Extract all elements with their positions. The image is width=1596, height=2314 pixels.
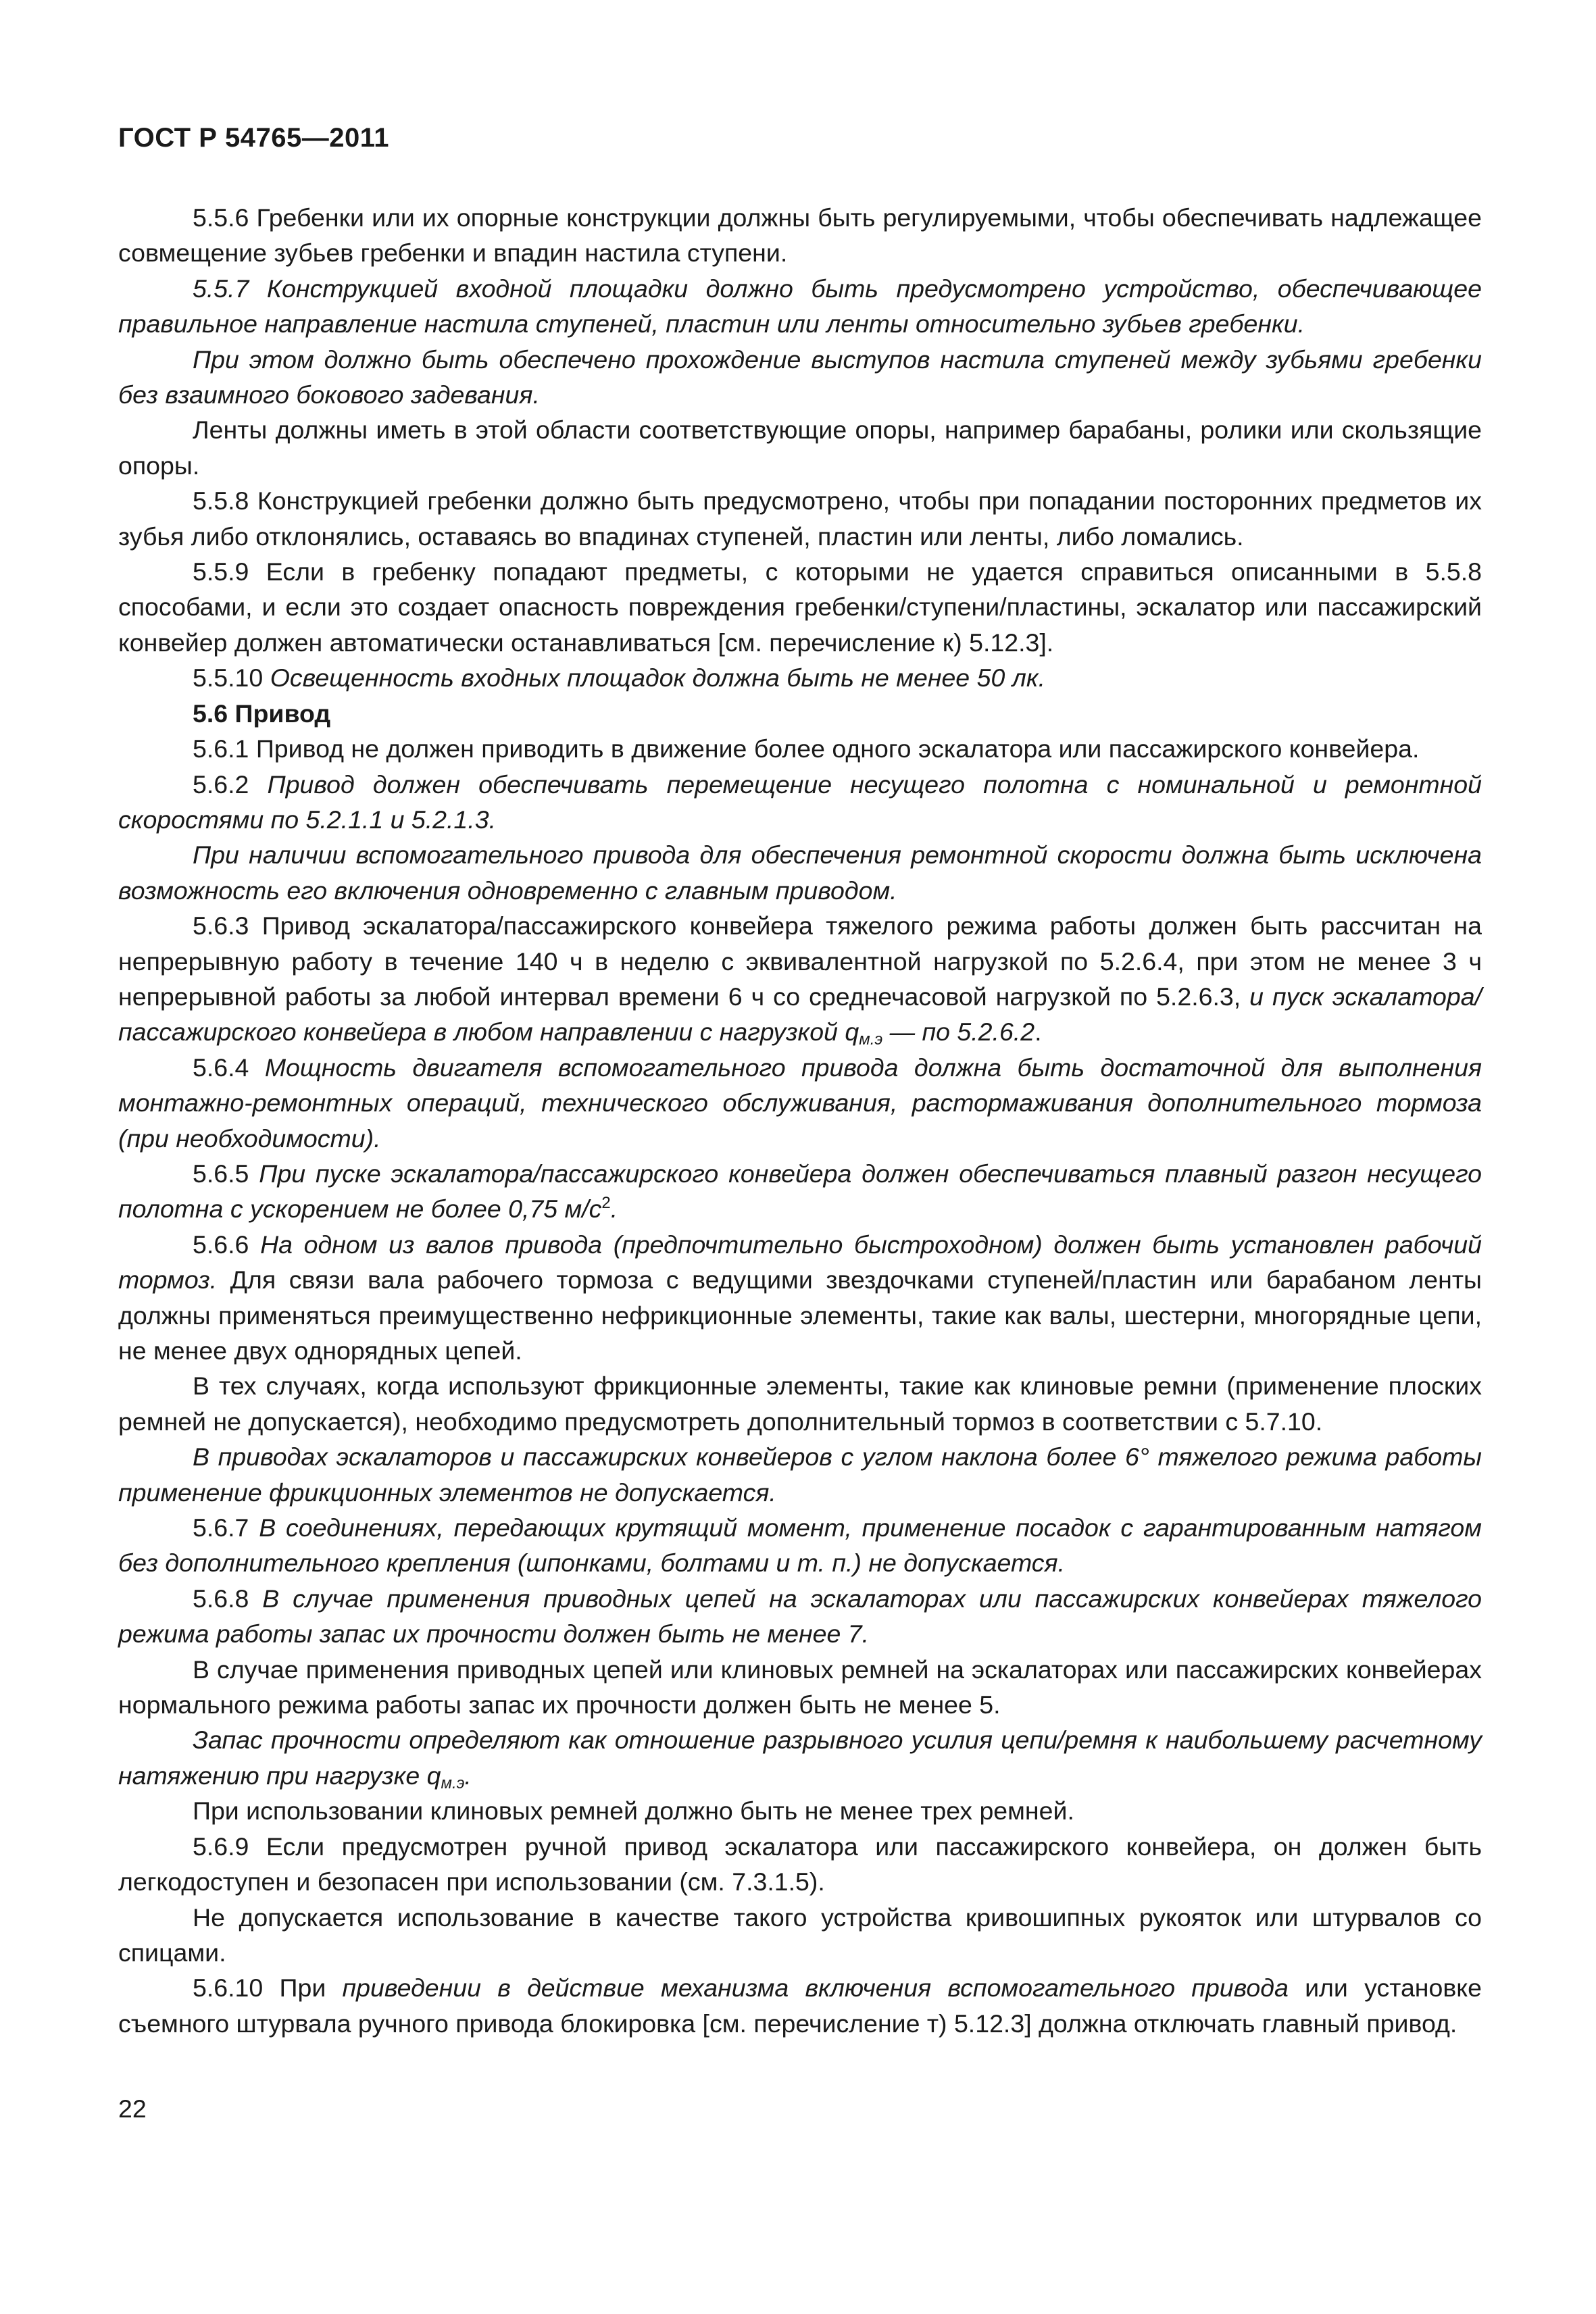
- paragraph: [118, 1900, 1482, 1971]
- text-run: При использовании клиновых ремней должно быть не менее трех ремней.: [193, 1796, 1074, 1826]
- paragraph: [118, 1156, 1482, 1227]
- italic-run: Освещенность входных площадок должна быть не менее 50 лк.: [270, 663, 1045, 693]
- paragraph: [118, 1722, 1482, 1793]
- italic-run: — по 5.2.6.2: [882, 1017, 1035, 1047]
- text-run: 5.6.8: [193, 1584, 263, 1613]
- italic-run: На одном из валов привода (предпочтительно быстроходном) должен быть установлен рабочий тормоз.: [118, 1230, 1482, 1294]
- text-run: 5.6.5: [193, 1159, 259, 1188]
- italic-run: 5.5.7 Конструкцией входной площадки должно быть предусмотрено устройство, обеспечивающее правильное направление настила ступеней, пластин или ленты относительно зубьев гребенки.: [118, 274, 1482, 338]
- text-run: 5.5.10: [193, 663, 270, 693]
- paragraph: [118, 412, 1482, 483]
- document-body: [118, 200, 1482, 2041]
- text-run: Не допускается использование в качестве такого устройства кривошипных рукояток или штурвалов со спицами.: [118, 1903, 1482, 1967]
- paragraph: [118, 342, 1482, 413]
- italic-run: приведении в действие механизма включения вспомогательного привода: [342, 1973, 1289, 2003]
- paragraph: [118, 271, 1482, 342]
- paragraph: [118, 1652, 1482, 1723]
- text-run: .: [1034, 1017, 1042, 1047]
- paragraph: [118, 1227, 1482, 1369]
- italic-run: В случае применения приводных цепей на эскалаторах или пассажирских конвейерах тяжелого режима работы запас их прочности должен быть не менее 7.: [118, 1584, 1482, 1649]
- italic-run: При пуске эскалатора/пассажирского конвейера должен обеспечиваться плавный разгон несущего полотна с ускорением не более 0,75 м/с: [118, 1159, 1482, 1224]
- subscript: м.э: [859, 1030, 883, 1049]
- paragraph: [118, 1793, 1482, 1828]
- text-run: 5.5.6 Гребенки или их опорные конструкции должны быть регулируемыми, чтобы обеспечивать надлежащее совмещение зубьев гребенки и впадин настила ступени.: [118, 203, 1482, 268]
- italic-run: Мощность двигателя вспомогательного привода должна быть достаточной для выполнения монтажно-ремонтных операций, технического обслуживания, растормаживания дополнительного тормоза (при необходимости).: [118, 1053, 1482, 1153]
- paragraph: [118, 1970, 1482, 2041]
- paragraph: [118, 1829, 1482, 1900]
- italic-run: При наличии вспомогательного привода для обеспечения ремонтной скорости должна быть исключена возможность его включения одновременно с главным приводом.: [118, 840, 1482, 905]
- italic-run: .: [610, 1194, 618, 1224]
- paragraph: [118, 1050, 1482, 1156]
- section-heading: [118, 696, 1482, 731]
- page-number: 22: [118, 2094, 147, 2123]
- text-run: 5.6.7: [193, 1513, 259, 1542]
- text-run: 5.5.8 Конструкцией гребенки должно быть предусмотрено, чтобы при попадании посторонних предметов их зубья либо отклонялись, оставаясь во впадинах ступеней, пластин или ленты, либо ломались.: [118, 486, 1482, 551]
- text-run: В тех случаях, когда используют фрикционные элементы, такие как клиновые ремни (применение плоских ремней не допускается), необходимо предусмотреть дополнительный тормоз в соответствии с 5.7.10.: [118, 1372, 1482, 1436]
- italic-run: Привод должен обеспечивать перемещение несущего полотна с номинальной и ремонтной скоростями по 5.2.1.1 и 5.2.1.3.: [118, 770, 1482, 834]
- text-run: В случае применения приводных цепей или клиновых ремней на эскалаторах или пассажирских конвейерах нормального режима работы запас их прочности должен быть не менее 5.: [118, 1655, 1482, 1719]
- text-run: 5.5.9 Если в гребенку попадают предметы, с которыми не удается справиться описанными в 5.5.8 способами, и если это создает опасность повреждения гребенки/ступени/пластины, эскалатор или пассажирский конвейер должен автоматически останавливаться [см. перечисление к) 5.12.3].: [118, 557, 1482, 657]
- text-run: 5.6.10 При: [193, 1973, 343, 2003]
- paragraph: [118, 554, 1482, 660]
- paragraph: [118, 200, 1482, 271]
- text-run: 5.6.1 Привод не должен приводить в движение более одного эскалатора или пассажирского конвейера.: [193, 734, 1420, 763]
- text-run: 5.6.9 Если предусмотрен ручной привод эскалатора или пассажирского конвейера, он должен быть легкодоступен и безопасен при использовании (см. 7.3.1.5).: [118, 1832, 1482, 1896]
- text-run: 5.6.4: [193, 1053, 265, 1082]
- document-header: ГОСТ Р 54765—2011: [118, 123, 389, 153]
- superscript: 2: [601, 1194, 611, 1213]
- text-run: Ленты должны иметь в этой области соответствующие опоры, например барабаны, ролики или скользящие опоры.: [118, 416, 1482, 480]
- text-run: 5.6.6: [193, 1230, 261, 1259]
- paragraph: [118, 1581, 1482, 1652]
- italic-run: В соединениях, передающих крутящий момент, применение посадок с гарантированным натягом без дополнительного крепления (шпонками, болтами и т. п.) не допускается.: [118, 1513, 1482, 1578]
- text-run: 5.6.3 Привод эскалатора/пассажирского конвейера тяжелого режима работы должен быть рассчитан на непрерывную работу в течение 140 ч в неделю с эквивалентной нагрузкой по 5.2.6.4, при этом не менее 3 ч непрерывной работы за любой интервал времени 6 ч со среднечасовой нагрузкой по 5.2.6.3,: [118, 911, 1482, 1011]
- paragraph: [118, 767, 1482, 838]
- italic-run: При этом должно быть обеспечено прохождение выступов настила ступеней между зубьями гребенки без взаимного бокового задевания.: [118, 345, 1482, 409]
- italic-run: В приводах эскалаторов и пассажирских конвейеров с углом наклона более 6° тяжелого режима работы применение фрикционных элементов не допускается.: [118, 1442, 1482, 1507]
- italic-run: и пуск эскалатора/пассажирского конвейера в любом направлении с нагрузкой q: [118, 982, 1482, 1047]
- italic-run: .: [464, 1761, 472, 1790]
- paragraph: [118, 660, 1482, 695]
- text-run: 5.6.2: [193, 770, 268, 799]
- text-run: или установке съемного штурвала ручного привода блокировка [см. перечисление т) 5.12.3] должна отключать главный привод.: [118, 1973, 1482, 2038]
- text-run: Для связи вала рабочего тормоза с ведущими звездочками ступеней/пластин или барабаном ленты должны применяться преимущественно нефрикционные элементы, такие как валы, шестерни, многорядные цепи, не менее двух однорядных цепей.: [118, 1265, 1482, 1365]
- subscript: м.э: [441, 1774, 465, 1792]
- paragraph: [118, 1439, 1482, 1510]
- text-run: 5.6 Привод: [193, 699, 331, 728]
- italic-run: Запас прочности определяют как отношение разрывного усилия цепи/ремня к наибольшему расчетному натяжению при нагрузке q: [118, 1726, 1482, 1790]
- paragraph: [118, 1368, 1482, 1439]
- paragraph: [118, 731, 1482, 766]
- paragraph: [118, 837, 1482, 908]
- paragraph: [118, 908, 1482, 1050]
- paragraph: [118, 1510, 1482, 1581]
- paragraph: [118, 483, 1482, 554]
